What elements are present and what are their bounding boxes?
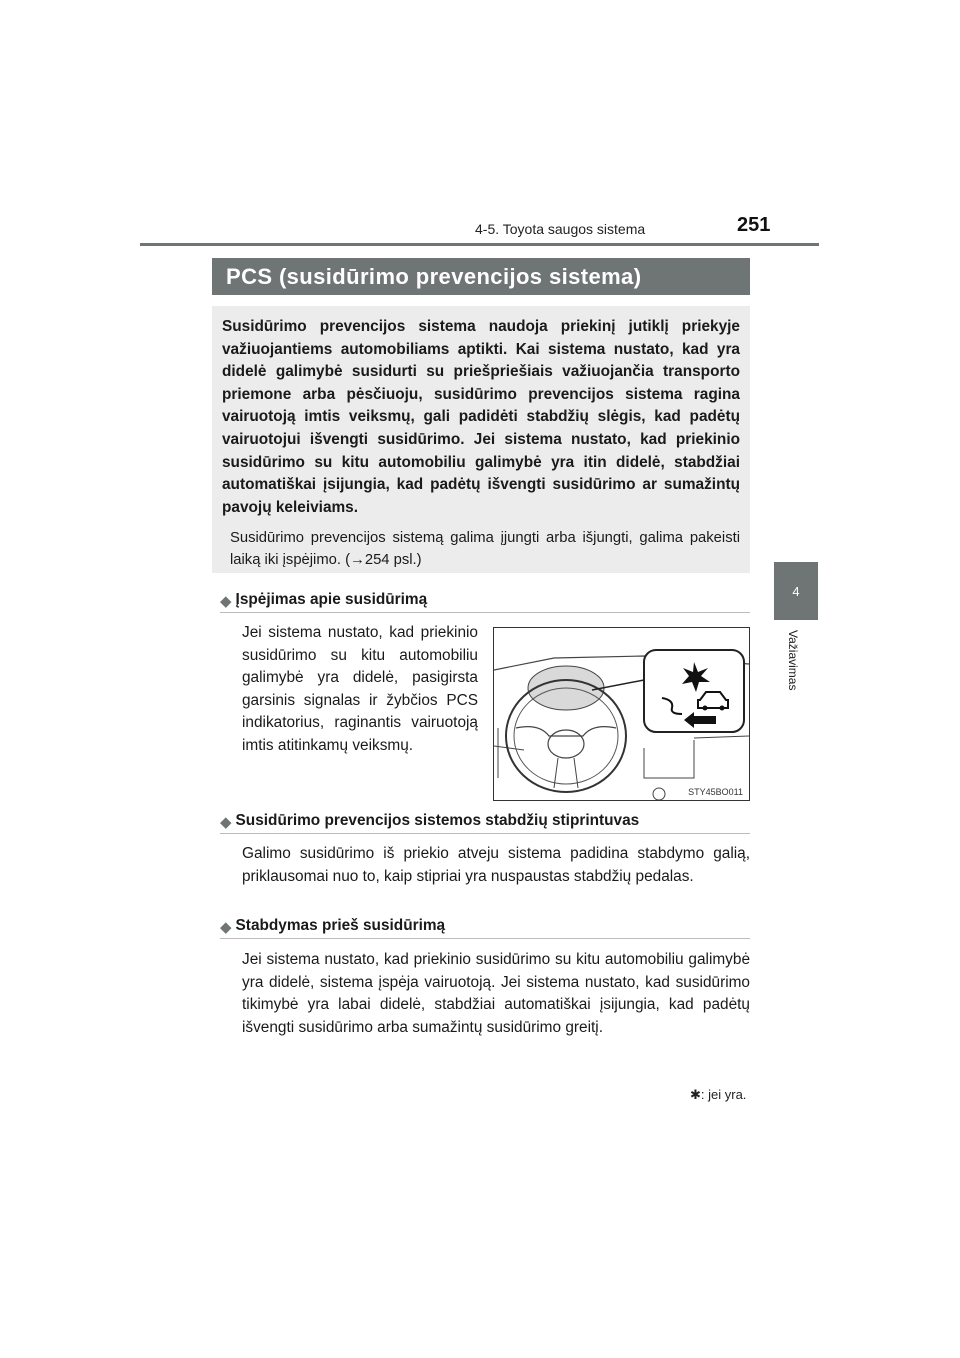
footnote: ✱: jei yra. (690, 1087, 747, 1102)
section-body-collision-warning: Jei sistema nustato, kad priekinio susidūrimo su kitu automobiliu galimybė yra didelė, pasigirsta garsinis signalas ir žybčios PCS indikatorius, raginantis vairuotoją imtis atitinkamų veiksmų. (242, 624, 478, 754)
section-path: 4-5. Toyota saugos sistema (475, 221, 646, 237)
page-title: PCS (susidūrimo prevencijos sistema) (212, 258, 750, 295)
figure-code: STY45BO011 (688, 787, 743, 797)
dashboard-illustration (493, 627, 750, 801)
section-body-pre-collision-braking: Jei sistema nustato, kad priekinio susidūrimo su kitu automobiliu galimybė yra didelė, sistema įspėja vairuotoją. Jei sistema nustato, kad susidūrimo tikimybė yra labai didelė, stabdžiai automatiškai įsijungia, kad padėtų išvengti susidūrimo arba sumažintų susidūrimo greitį. (242, 951, 750, 1036)
chapter-tab: 4 (774, 562, 818, 620)
intro-text: Susidūrimo prevencijos sistema naudoja priekinį jutiklį priekyje važiuojantiems automobiliams aptikti. Kai sistema nustato, kad yra didelė galimybė susidurti su priešpriešiais važiuojančia transporto priemone arba pėsčiuoju, susidūrimo prevencijos sistema ragina vairuotoją imtis veiksmų, gali padidėti stabdžių slėgis, kad padėtų vairuotojui išvengti susidūrimo. Jei sistema nustato, kad priekinio susidūrimo su kitu automobiliu galimybė yra itin didelė, stabdžiai automatiškai įsijungia, kad padėtų išvengti susidūrimo ar sumažintų pavojų keleiviams. (222, 318, 740, 516)
steering-wheel-pcs-indicator-icon (494, 628, 749, 800)
section-heading-collision-warning: ◆ Įspėjimas apie susidūrimą (220, 588, 750, 613)
diamond-bullet-icon: ◆ (220, 814, 232, 831)
diamond-bullet-icon: ◆ (220, 593, 232, 610)
diamond-bullet-icon: ◆ (220, 919, 232, 936)
page-number: 251 (737, 214, 771, 236)
section-heading-pre-collision-braking: ◆ Stabdymas prieš susidūrimą (220, 914, 750, 939)
chapter-label: Važiavimas (786, 630, 800, 691)
intro-note: Susidūrimo prevencijos sistemą galima įjungti arba išjungti, galima pakeisti laiką iki įspėjimo. (→254 psl.) (230, 530, 740, 569)
header-rule (140, 243, 819, 246)
intro-box (212, 306, 750, 573)
section-heading-brake-assist: ◆ Susidūrimo prevencijos sistemos stabdžių stiprintuvas (220, 809, 750, 834)
section-body-brake-assist: Galimo susidūrimo iš priekio atveju sistema padidina stabdymo galią, priklausomai nuo to, kaip stipriai yra nuspaustas stabdžių pedalas. (242, 845, 750, 885)
